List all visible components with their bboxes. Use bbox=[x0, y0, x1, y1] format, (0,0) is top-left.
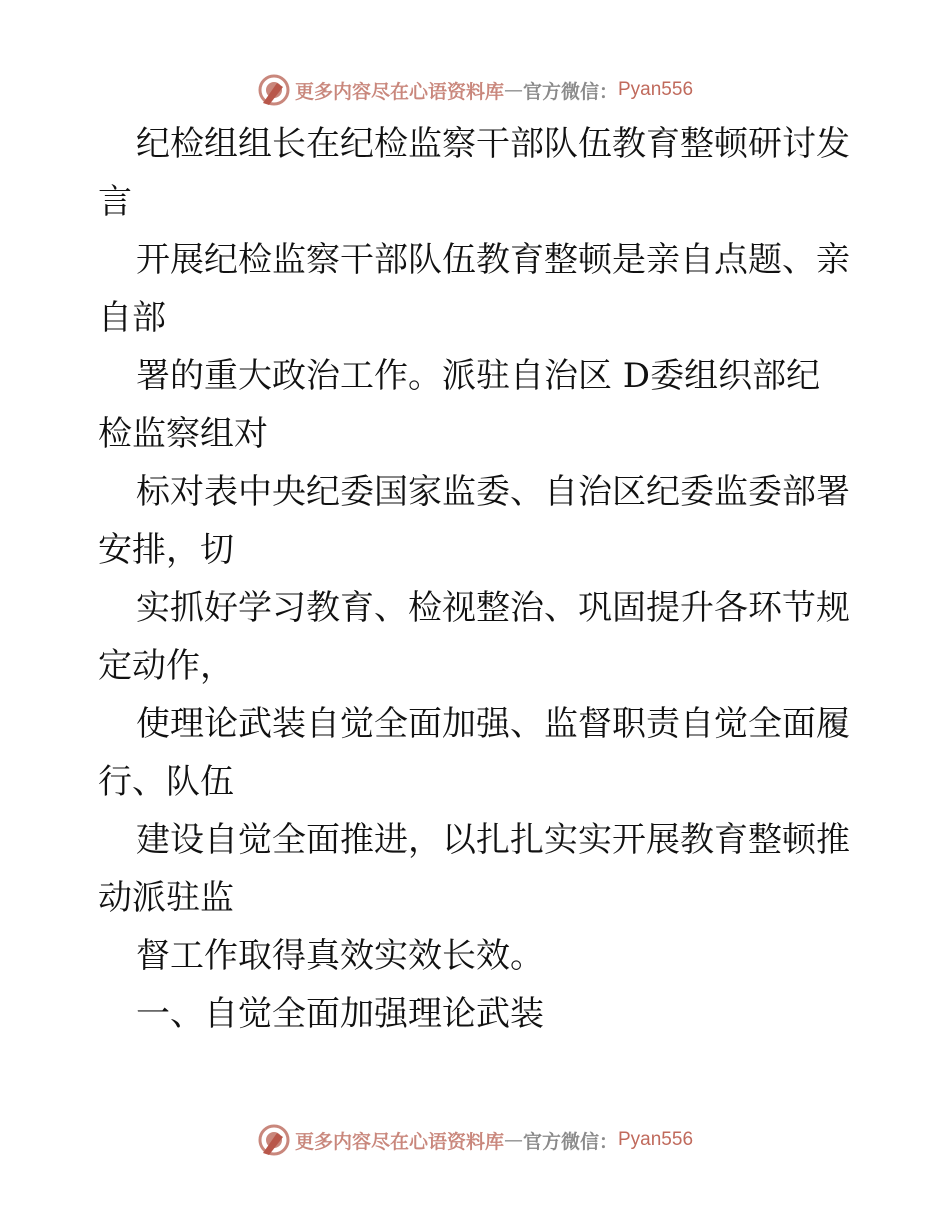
banner-dash: — bbox=[503, 79, 523, 101]
paragraph-line: 安排，切 bbox=[98, 530, 234, 570]
paragraph bbox=[98, 347, 878, 463]
paragraph bbox=[98, 463, 878, 579]
banner-wechat-label: 官方微信： bbox=[522, 80, 618, 103]
closing-line: 督工作取得真效实效长效。 bbox=[136, 936, 544, 976]
paragraph-line: 动派驻监 bbox=[98, 878, 234, 918]
paragraph bbox=[98, 579, 878, 695]
banner-dash: — bbox=[503, 1129, 523, 1151]
paragraph-line: 使理论武装自觉全面加强、监督职责自觉全面履 bbox=[136, 704, 850, 744]
paragraph-line: 标对表中央纪委国家监委、自治区纪委监委部署 bbox=[136, 472, 850, 512]
paragraph bbox=[98, 695, 878, 811]
paragraph-line: 检监察组对 bbox=[98, 414, 268, 454]
banner-wechat-label: 官方微信： bbox=[522, 1130, 618, 1153]
footer-banner bbox=[0, 1120, 950, 1160]
paragraph bbox=[98, 811, 878, 927]
paragraph-line: 定动作， bbox=[98, 646, 234, 686]
paragraph-line: 建设自觉全面推进，以扎扎实实开展教育整顿推 bbox=[136, 820, 850, 860]
paragraph-line: 开展纪检监察干部队伍教育整顿是亲自点题、亲 bbox=[136, 240, 850, 280]
section-heading: 一、自觉全面加强理论武装 bbox=[136, 994, 544, 1034]
paragraph-line: 署的重大政治工作。派驻自治区 D委组织部纪 bbox=[136, 356, 821, 396]
banner-text: 更多内容尽在心语资料库 bbox=[294, 1130, 504, 1153]
title-line-1: 纪检组组长在纪检监察干部队伍教育整顿研讨发 bbox=[136, 124, 850, 164]
pen-logo-icon bbox=[257, 73, 291, 107]
banner-text: 更多内容尽在心语资料库 bbox=[294, 80, 504, 103]
banner-wechat-id: Pyan556 bbox=[618, 79, 694, 100]
document-body bbox=[98, 115, 878, 1043]
title-line-2: 言 bbox=[98, 182, 132, 222]
header-banner bbox=[0, 70, 950, 110]
paragraph-line: 自部 bbox=[98, 298, 166, 338]
banner-wechat-id: Pyan556 bbox=[618, 1129, 694, 1150]
paragraph-line: 实抓好学习教育、检视整治、巩固提升各环节规 bbox=[136, 588, 850, 628]
paragraph bbox=[98, 231, 878, 347]
pen-logo-icon bbox=[257, 1123, 291, 1157]
document-title bbox=[98, 115, 878, 231]
paragraph-line: 行、队伍 bbox=[98, 762, 234, 802]
